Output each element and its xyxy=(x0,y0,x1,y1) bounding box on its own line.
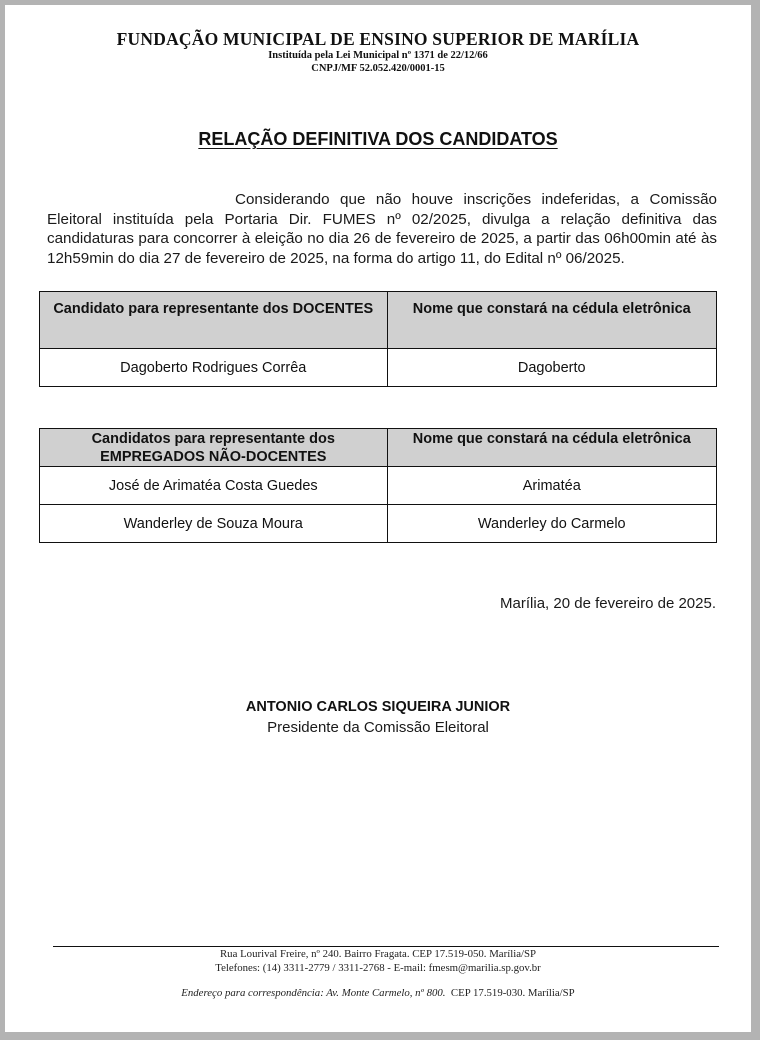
nao-docentes-candidates-table xyxy=(39,428,717,543)
place-and-date: Marília, 20 de fevereiro de 2025. xyxy=(500,595,716,612)
footer-address: Rua Lourival Freire, nº 240. Bairro Fragata. CEP 17.519-050. Marília/SP xyxy=(219,948,536,960)
document-title-text: RELAÇÃO DEFINITIVA DOS CANDIDATOS xyxy=(198,129,558,149)
footer-contacts: Telefones: (14) 3311-2779 / 3311-2768 - E-mail: fmesm@marilia.sp.gov.br xyxy=(215,962,541,974)
intro-paragraph: Considerando que não houve inscrições indeferidas, a Comissão Eleitoral instituída pela Portaria Dir. FUMES nº 02/2025, divulga a relação definitiva das candidaturas para concorrer à eleição no dia 26 de fevereiro de 2025, a partir das 06h00min até às 12h59min do dia 27 de fevereiro de 2025, na forma do artigo 11, do Edital nº 06/2025. xyxy=(47,191,717,267)
organization-law: Instituída pela Lei Municipal nº 1371 de 22/12/66 xyxy=(268,50,488,61)
organization-cnpj: CNPJ/MF 52.052.420/0001-15 xyxy=(311,63,445,74)
table-header-row xyxy=(40,429,717,467)
candidate-full-name: José de Arimatéa Costa Guedes xyxy=(40,467,388,505)
document-title xyxy=(5,129,751,150)
table-row xyxy=(40,505,717,543)
candidate-full-name: Wanderley de Souza Moura xyxy=(40,505,388,543)
table-row xyxy=(40,349,717,387)
organization-name: FUNDAÇÃO MUNICIPAL DE ENSINO SUPERIOR DE MARÍLIA xyxy=(116,29,640,49)
column-header-candidate: Candidatos para representante dos EMPREGADOS NÃO-DOCENTES xyxy=(40,429,388,467)
candidate-ballot-name: Arimatéa xyxy=(387,467,716,505)
footer-divider xyxy=(53,946,719,947)
document-page xyxy=(5,5,751,1032)
correspondence-cep: CEP 17.519-030. Marília/SP xyxy=(450,987,575,999)
table-row xyxy=(40,467,717,505)
candidate-full-name: Dagoberto Rodrigues Corrêa xyxy=(40,349,388,387)
footer-correspondence xyxy=(5,987,751,999)
docentes-candidates-table xyxy=(39,291,717,387)
signatory-name: ANTONIO CARLOS SIQUEIRA JUNIOR xyxy=(245,699,511,715)
candidate-ballot-name: Wanderley do Carmelo xyxy=(387,505,716,543)
column-header-ballot-name: Nome que constará na cédula eletrônica xyxy=(387,429,716,467)
table-header-row xyxy=(40,292,717,349)
column-header-ballot-name: Nome que constará na cédula eletrônica xyxy=(387,292,717,349)
signatory-role: Presidente da Comissão Eleitoral xyxy=(267,719,489,736)
column-header-candidate: Candidato para representante dos DOCENTES xyxy=(40,292,388,349)
candidate-ballot-name: Dagoberto xyxy=(387,349,717,387)
correspondence-address: Endereço para correspondência: Av. Monte Carmelo, nº 800. xyxy=(181,987,446,999)
